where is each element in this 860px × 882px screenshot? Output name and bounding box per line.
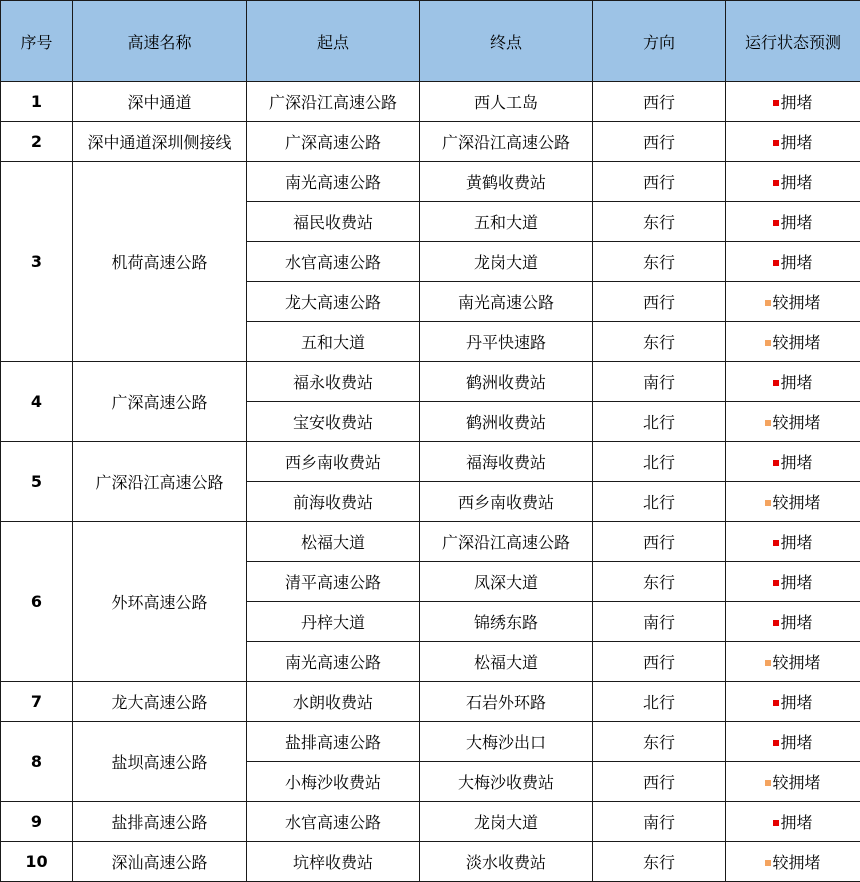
start-point: 福永收费站 (247, 362, 420, 402)
start-point: 水朗收费站 (247, 682, 420, 722)
direction: 西行 (593, 642, 726, 682)
direction: 北行 (593, 442, 726, 482)
status-cell (726, 602, 860, 642)
row-index: 9 (1, 802, 73, 842)
start-point: 前海收费站 (247, 482, 420, 522)
direction: 东行 (593, 202, 726, 242)
start-point: 南光高速公路 (247, 162, 420, 202)
row-index: 7 (1, 682, 73, 722)
status-label: 较拥堵 (772, 293, 820, 312)
status-label: 拥堵 (780, 613, 812, 632)
end-point: 西乡南收费站 (420, 482, 593, 522)
start-point: 福民收费站 (247, 202, 420, 242)
status-marker-icon (765, 340, 771, 346)
status-cell (726, 202, 860, 242)
header-index: 序号 (1, 1, 73, 82)
status-marker-icon (773, 260, 779, 266)
status-label: 较拥堵 (772, 413, 820, 432)
header-direction: 方向 (593, 1, 726, 82)
status-label: 较拥堵 (772, 853, 820, 872)
start-point: 坑梓收费站 (247, 842, 420, 882)
status-marker-icon (773, 740, 779, 746)
end-point: 石岩外环路 (420, 682, 593, 722)
direction: 西行 (593, 162, 726, 202)
status-label: 拥堵 (780, 213, 812, 232)
highway-name: 广深沿江高速公路 (73, 442, 247, 522)
status-label: 拥堵 (780, 733, 812, 752)
highway-name: 广深高速公路 (73, 362, 247, 442)
end-point: 大梅沙收费站 (420, 762, 593, 802)
highway-name: 外环高速公路 (73, 522, 247, 682)
status-label: 较拥堵 (772, 653, 820, 672)
status-marker-icon (773, 700, 779, 706)
status-cell (726, 682, 860, 722)
status-label: 拥堵 (780, 173, 812, 192)
direction: 北行 (593, 482, 726, 522)
table-row (1, 122, 860, 162)
status-cell (726, 722, 860, 762)
end-point: 松福大道 (420, 642, 593, 682)
end-point: 广深沿江高速公路 (420, 122, 593, 162)
direction: 南行 (593, 602, 726, 642)
direction: 南行 (593, 802, 726, 842)
row-index: 2 (1, 122, 73, 162)
header-end: 终点 (420, 1, 593, 82)
start-point: 水官高速公路 (247, 802, 420, 842)
header-highway-name: 高速名称 (73, 1, 247, 82)
header-status-forecast: 运行状态预测 (726, 1, 860, 82)
status-marker-icon (765, 660, 771, 666)
table-row (1, 362, 860, 402)
direction: 西行 (593, 762, 726, 802)
status-label: 拥堵 (780, 453, 812, 472)
start-point: 龙大高速公路 (247, 282, 420, 322)
start-point: 南光高速公路 (247, 642, 420, 682)
highway-name: 深中通道深圳侧接线 (73, 122, 247, 162)
end-point: 黄鹤收费站 (420, 162, 593, 202)
status-cell (726, 162, 860, 202)
highway-name: 深汕高速公路 (73, 842, 247, 882)
direction: 东行 (593, 842, 726, 882)
direction: 东行 (593, 242, 726, 282)
direction: 南行 (593, 362, 726, 402)
start-point: 水官高速公路 (247, 242, 420, 282)
table-row (1, 802, 860, 842)
status-marker-icon (773, 540, 779, 546)
end-point: 南光高速公路 (420, 282, 593, 322)
direction: 东行 (593, 722, 726, 762)
status-marker-icon (765, 420, 771, 426)
status-marker-icon (765, 860, 771, 866)
status-label: 拥堵 (780, 693, 812, 712)
row-index: 4 (1, 362, 73, 442)
header-row (1, 1, 860, 82)
status-marker-icon (773, 380, 779, 386)
end-point: 凤深大道 (420, 562, 593, 602)
status-label: 较拥堵 (772, 493, 820, 512)
start-point: 广深沿江高速公路 (247, 82, 420, 122)
status-cell (726, 362, 860, 402)
direction: 西行 (593, 82, 726, 122)
status-label: 拥堵 (780, 253, 812, 272)
end-point: 鹤洲收费站 (420, 402, 593, 442)
row-index: 3 (1, 162, 73, 362)
direction: 北行 (593, 402, 726, 442)
status-cell (726, 642, 860, 682)
start-point: 盐排高速公路 (247, 722, 420, 762)
status-cell (726, 802, 860, 842)
status-marker-icon (765, 500, 771, 506)
highway-name: 盐坝高速公路 (73, 722, 247, 802)
status-marker-icon (773, 180, 779, 186)
start-point: 清平高速公路 (247, 562, 420, 602)
direction: 西行 (593, 522, 726, 562)
status-marker-icon (765, 780, 771, 786)
status-marker-icon (773, 220, 779, 226)
header-start: 起点 (247, 1, 420, 82)
table-row (1, 722, 860, 762)
status-label: 拥堵 (780, 813, 812, 832)
end-point: 丹平快速路 (420, 322, 593, 362)
start-point: 宝安收费站 (247, 402, 420, 442)
status-cell (726, 522, 860, 562)
direction: 西行 (593, 122, 726, 162)
table-row (1, 842, 860, 882)
table-row (1, 682, 860, 722)
status-marker-icon (773, 820, 779, 826)
row-index: 5 (1, 442, 73, 522)
status-cell (726, 322, 860, 362)
status-cell (726, 442, 860, 482)
status-cell (726, 482, 860, 522)
table-row (1, 162, 860, 202)
status-label: 拥堵 (780, 133, 812, 152)
row-index: 10 (1, 842, 73, 882)
highway-name: 盐排高速公路 (73, 802, 247, 842)
status-cell (726, 122, 860, 162)
status-marker-icon (773, 100, 779, 106)
end-point: 龙岗大道 (420, 242, 593, 282)
row-index: 1 (1, 82, 73, 122)
table-row (1, 522, 860, 562)
row-index: 8 (1, 722, 73, 802)
status-cell (726, 82, 860, 122)
start-point: 小梅沙收费站 (247, 762, 420, 802)
status-cell (726, 242, 860, 282)
status-marker-icon (773, 140, 779, 146)
highway-name: 龙大高速公路 (73, 682, 247, 722)
status-label: 拥堵 (780, 573, 812, 592)
start-point: 五和大道 (247, 322, 420, 362)
status-marker-icon (773, 580, 779, 586)
highway-name: 机荷高速公路 (73, 162, 247, 362)
end-point: 鹤洲收费站 (420, 362, 593, 402)
status-marker-icon (773, 460, 779, 466)
end-point: 西人工岛 (420, 82, 593, 122)
end-point: 福海收费站 (420, 442, 593, 482)
status-cell (726, 762, 860, 802)
direction: 东行 (593, 562, 726, 602)
status-label: 较拥堵 (772, 773, 820, 792)
end-point: 大梅沙出口 (420, 722, 593, 762)
start-point: 广深高速公路 (247, 122, 420, 162)
end-point: 锦绣东路 (420, 602, 593, 642)
start-point: 西乡南收费站 (247, 442, 420, 482)
highway-name: 深中通道 (73, 82, 247, 122)
status-cell (726, 562, 860, 602)
table-row (1, 442, 860, 482)
direction: 东行 (593, 322, 726, 362)
end-point: 五和大道 (420, 202, 593, 242)
status-marker-icon (765, 300, 771, 306)
status-marker-icon (773, 620, 779, 626)
table-header (1, 1, 860, 82)
direction: 北行 (593, 682, 726, 722)
end-point: 淡水收费站 (420, 842, 593, 882)
start-point: 丹梓大道 (247, 602, 420, 642)
status-cell (726, 842, 860, 882)
status-label: 拥堵 (780, 373, 812, 392)
status-label: 拥堵 (780, 533, 812, 552)
status-label: 拥堵 (780, 93, 812, 112)
direction: 西行 (593, 282, 726, 322)
row-index: 6 (1, 522, 73, 682)
start-point: 松福大道 (247, 522, 420, 562)
status-cell (726, 402, 860, 442)
table-row (1, 82, 860, 122)
end-point: 龙岗大道 (420, 802, 593, 842)
status-cell (726, 282, 860, 322)
end-point: 广深沿江高速公路 (420, 522, 593, 562)
status-label: 较拥堵 (772, 333, 820, 352)
table-body (1, 82, 860, 882)
